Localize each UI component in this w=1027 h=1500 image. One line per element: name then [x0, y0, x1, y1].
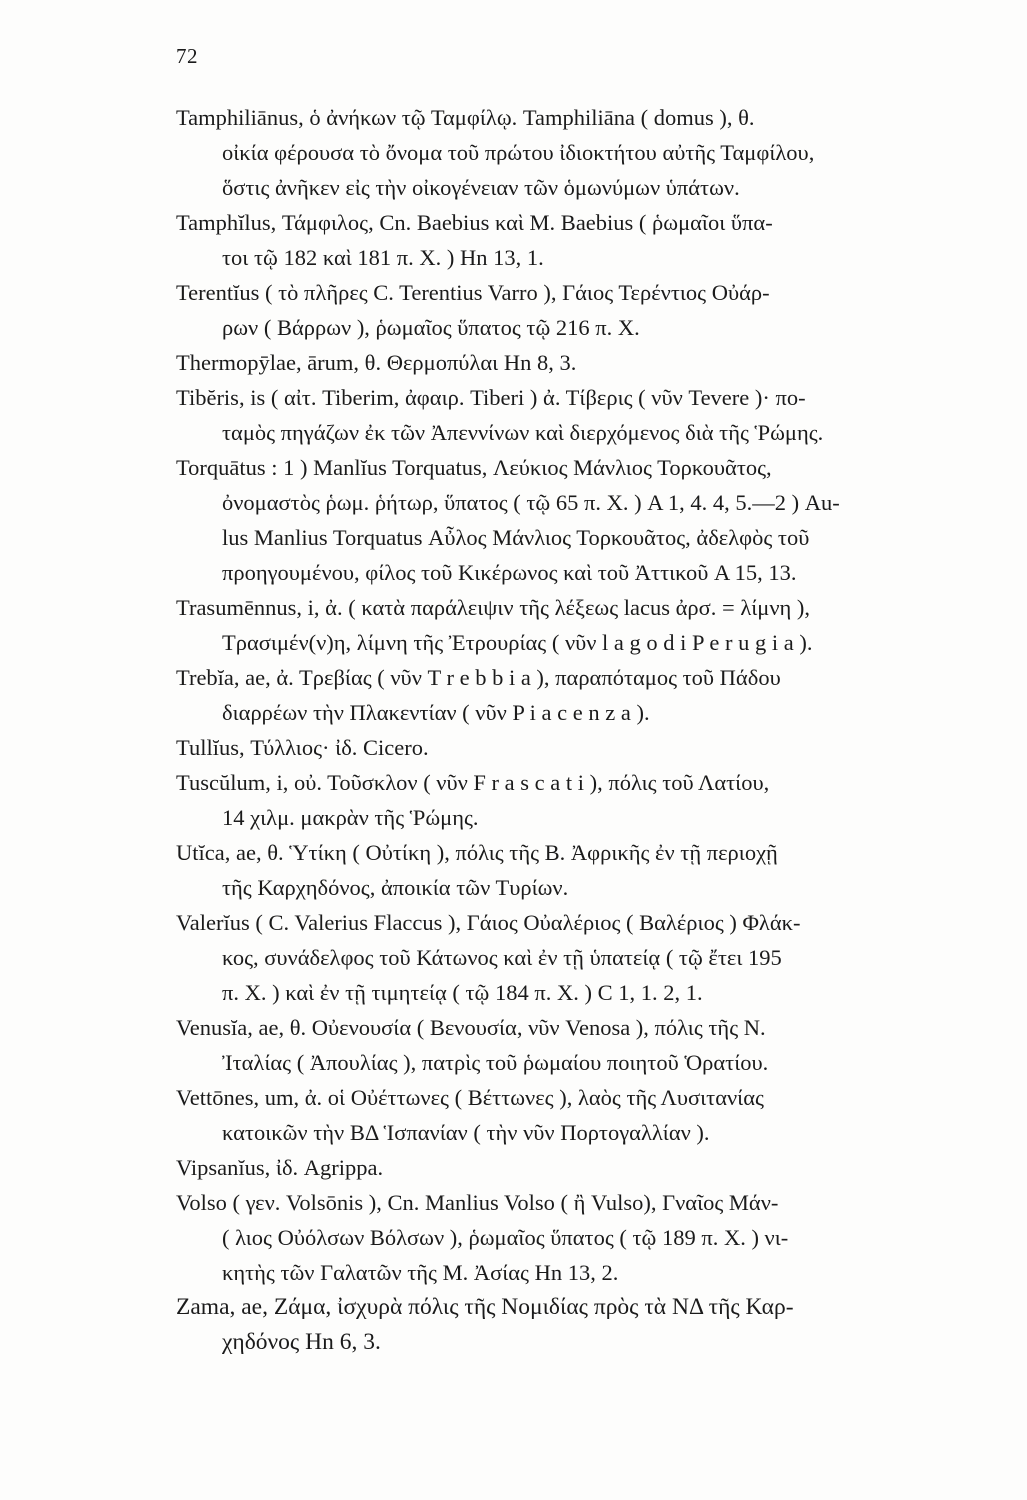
entry-line: Ἰταλίας ( Ἀπουλίας ), πατρὶς τοῦ ῥωμαίου ποιητοῦ Ὁρατίου.: [222, 1050, 769, 1075]
entry-line: Τρασιμέν(ν)η, λίμνη τῆς Ἐτρουρίας ( νῦν l a g o d i P e r u g i a ).: [222, 630, 813, 655]
entry-line: π. Χ. ) καὶ ἐν τῇ τιμητείᾳ ( τῷ 184 π. Χ. ) C 1, 1. 2, 1.: [222, 980, 703, 1005]
entry-thermopylae: [176, 345, 1016, 380]
entry-volso: [176, 1185, 1016, 1290]
entry-line: κατοικῶν τὴν ΒΔ Ἱσπανίαν ( τὴν νῦν Πορτογαλλίαν ).: [222, 1120, 710, 1145]
entry-line: διαρρέων τὴν Πλακεντίαν ( νῦν P i a c e n z a ).: [222, 700, 650, 725]
entry-line: Vipsanĭus, ἰδ. Agrippa.: [176, 1155, 384, 1180]
entry-tamphilianus: [176, 100, 1016, 205]
entry-line: lus Manlius Torquatus Αὖλος Μάνλιος Τορκουᾶτος, ἀδελφὸς τοῦ: [222, 525, 810, 550]
entry-line: οἰκία φέρουσα τὸ ὄνομα τοῦ πρώτου ἰδιοκτήτου αὐτῆς Ταμφίλου,: [222, 140, 815, 165]
entry-tusculum: [176, 765, 1016, 835]
entry-line: ὀνομαστὸς ῥωμ. ῥήτωρ, ὕπατος ( τῷ 65 π. Χ. ) A 1, 4. 4, 5.—2 ) Au-: [222, 490, 840, 515]
entry-line: τοι τῷ 182 καὶ 181 π. Χ. ) Hn 13, 1.: [222, 245, 544, 270]
entry-line: Trasumēnnus, i, ἀ. ( κατὰ παράλειψιν τῆς λέξεως lacus ἀρσ. = λίμνη ),: [176, 595, 811, 620]
entry-utica: [176, 835, 1016, 905]
entry-line: Vettōnes, um, ἀ. οἱ Οὐέττωνες ( Βέττωνες ), λαὸς τῆς Λυσιτανίας: [176, 1085, 764, 1110]
entry-line: ὅστις ἀνῆκεν εἰς τὴν οἰκογένειαν τῶν ὁμωνύμων ὑπάτων.: [222, 175, 740, 200]
entry-zama: [176, 1290, 1016, 1360]
page-number: 72: [176, 44, 198, 68]
entry-line: 14 χιλμ. μακρὰν τῆς Ῥώμης.: [222, 805, 479, 830]
entry-line: Thermopȳlae, ārum, θ. Θερμοπύλαι Hn 8, 3.: [176, 350, 577, 375]
entry-line: Trebĭa, ae, ἀ. Τρεβίας ( νῦν T r e b b i a ), παραπόταμος τοῦ Πάδου: [176, 665, 781, 690]
entry-vipsanius: [176, 1150, 1016, 1185]
entry-line: Utĭca, ae, θ. Ὑτίκη ( Οὐτίκη ), πόλις τῆς Β. Ἀφρικῆς ἐν τῇ περιοχῇ: [176, 840, 778, 865]
entry-line: χηδόνος Hn 6, 3.: [222, 1329, 381, 1355]
entry-line: Terentĭus ( τὸ πλῆρες C. Terentius Varro ), Γάιος Τερέντιος Οὐάρ-: [176, 280, 770, 305]
entry-vettones: [176, 1080, 1016, 1150]
entry-line: Volso ( γεν. Volsōnis ), Cn. Manlius Volso ( ἢ Vulso), Γναῖος Μάν-: [176, 1190, 779, 1215]
entry-trasumennus: [176, 590, 1016, 660]
entries-list: [176, 100, 1016, 1360]
entry-valerius: [176, 905, 1016, 1010]
entry-tiberis: [176, 380, 1016, 450]
entry-line: Tibĕris, is ( αἰτ. Tiberim, ἀφαιρ. Tiberi ) ἀ. Τίβερις ( νῦν Tevere )· πο-: [176, 385, 806, 410]
entry-line: Valerĭus ( C. Valerius Flaccus ), Γάιος Οὐαλέριος ( Βαλέριος ) Φλάκ-: [176, 910, 801, 935]
entry-venusia: [176, 1010, 1016, 1080]
entry-line: τῆς Καρχηδόνος, ἀποικία τῶν Τυρίων.: [222, 875, 569, 900]
entry-line: ρων ( Βάρρων ), ῥωμαῖος ὕπατος τῷ 216 π. Χ.: [222, 315, 640, 340]
entry-line: προηγουμένου, φίλος τοῦ Κικέρωνος καὶ τοῦ Ἀττικοῦ A 15, 13.: [222, 560, 797, 585]
entry-line: ( λιος Οὐόλσων Βόλσων ), ῥωμαῖος ὕπατος ( τῷ 189 π. Χ. ) νι-: [222, 1225, 789, 1250]
entry-line: Zama, ae, Ζάμα, ἰσχυρὰ πόλις τῆς Νομιδίας πρὸς τὰ ΝΔ τῆς Καρ-: [176, 1294, 794, 1320]
entry-line: ταμὸς πηγάζων ἐκ τῶν Ἀπεννίνων καὶ διερχόμενος διὰ τῆς Ῥώμης.: [222, 420, 824, 445]
entry-tullius: [176, 730, 1016, 765]
entry-trebia: [176, 660, 1016, 730]
entry-line: Tullĭus, Τύλλιος· ἰδ. Cicero.: [176, 735, 429, 760]
entry-line: κητὴς τῶν Γαλατῶν τῆς Μ. Ἀσίας Hn 13, 2.: [222, 1260, 619, 1285]
entry-line: Tamphiliānus, ὁ ἀνήκων τῷ Ταμφίλῳ. Tamphiliāna ( domus ), θ.: [176, 105, 755, 130]
entry-torquatus: [176, 450, 1016, 590]
entry-line: Venusĭa, ae, θ. Οὐενουσία ( Βενουσία, νῦν Venosa ), πόλις τῆς Ν.: [176, 1015, 766, 1040]
entry-line: Tuscŭlum, i, οὐ. Τοῦσκλον ( νῦν F r a s c a t i ), πόλις τοῦ Λατίου,: [176, 770, 770, 795]
entry-line: Tamphĭlus, Τάμφιλος, Cn. Baebius καὶ M. Baebius ( ῥωμαῖοι ὕπα-: [176, 210, 773, 235]
entry-line: κος, συνάδελφος τοῦ Κάτωνος καὶ ἐν τῇ ὑπατείᾳ ( τῷ ἔτει 195: [222, 945, 782, 970]
entry-terentius: [176, 275, 1016, 345]
entry-line: Torquātus : 1 ) Manlĭus Torquatus, Λεύκιος Μάνλιος Τορκουᾶτος,: [176, 455, 772, 480]
entry-tamphilus: [176, 205, 1016, 275]
